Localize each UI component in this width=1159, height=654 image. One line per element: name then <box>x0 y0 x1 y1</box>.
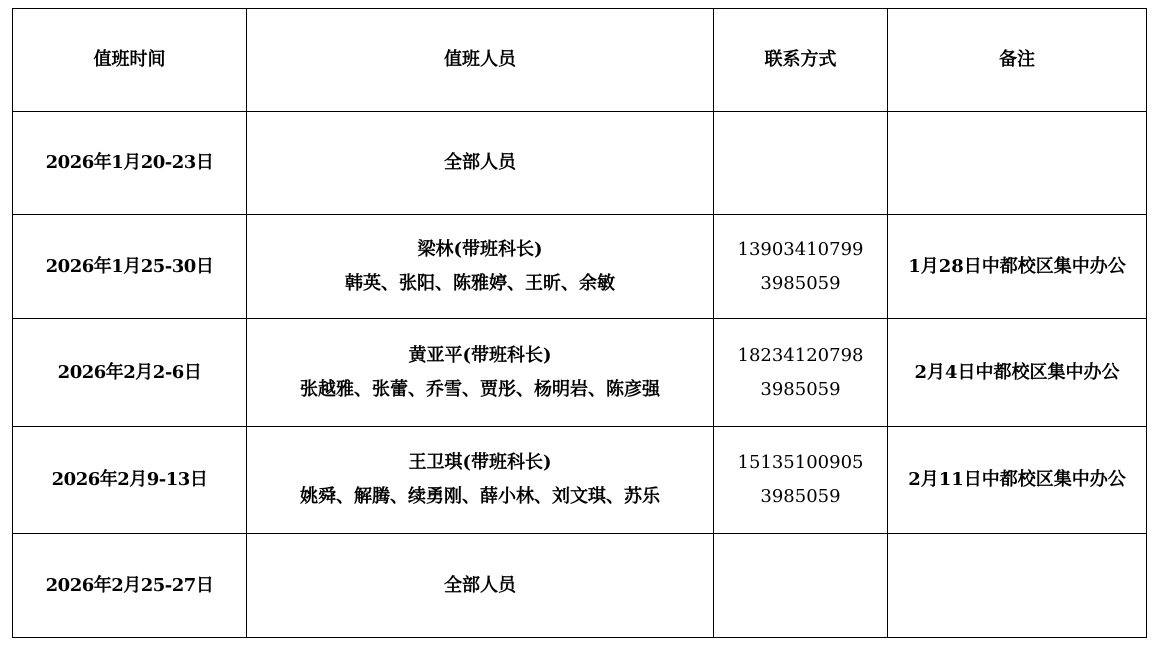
duty-staff-cell <box>247 319 714 427</box>
contact-cell <box>714 319 888 427</box>
duty-schedule-table <box>12 8 1147 638</box>
duty-date-cell: 2026年2月2-6日 <box>13 319 247 427</box>
mobile-number: 15135100905 <box>737 452 864 473</box>
contact-cell <box>714 112 888 215</box>
header-duty-time: 值班时间 <box>13 9 247 112</box>
staff-members: 韩英、张阳、陈雅婷、王昕、余敏 <box>345 272 615 294</box>
remarks-cell <box>888 112 1147 215</box>
contact-cell <box>714 215 888 319</box>
table-header-row <box>13 9 1147 112</box>
remarks-cell: 2月11日中都校区集中办公 <box>888 427 1147 534</box>
header-remarks: 备注 <box>888 9 1147 112</box>
duty-staff-cell <box>247 112 714 215</box>
header-duty-staff: 值班人员 <box>247 9 714 112</box>
remarks-cell: 1月28日中都校区集中办公 <box>888 215 1147 319</box>
duty-date-cell: 2026年1月20-23日 <box>13 112 247 215</box>
table-row <box>13 112 1147 215</box>
header-contact: 联系方式 <box>714 9 888 112</box>
staff-leader: 王卫琪(带班科长) <box>408 452 552 473</box>
staff-members: 姚舜、解腾、续勇刚、薛小林、刘文琪、苏乐 <box>300 486 660 507</box>
table-row <box>13 534 1147 638</box>
remarks-cell: 2月4日中都校区集中办公 <box>888 319 1147 427</box>
table-row <box>13 319 1147 427</box>
contact-cell <box>714 427 888 534</box>
table-row <box>13 215 1147 319</box>
staff-leader: 黄亚平(带班科长) <box>408 344 552 366</box>
office-number: 3985059 <box>760 486 841 507</box>
mobile-number: 18234120798 <box>737 344 864 366</box>
mobile-number: 13903410799 <box>737 238 864 260</box>
staff-leader: 梁林(带班科长) <box>417 238 543 260</box>
office-number: 3985059 <box>760 378 841 400</box>
staff-leader: 全部人员 <box>444 152 516 173</box>
staff-leader: 全部人员 <box>444 574 516 596</box>
duty-staff-cell <box>247 427 714 534</box>
duty-date-cell: 2026年2月25-27日 <box>13 534 247 638</box>
office-number: 3985059 <box>760 272 841 294</box>
duty-date-cell: 2026年1月25-30日 <box>13 215 247 319</box>
staff-members: 张越雅、张蕾、乔雪、贾彤、杨明岩、陈彦强 <box>300 378 660 400</box>
remarks-cell <box>888 534 1147 638</box>
duty-date-cell: 2026年2月9-13日 <box>13 427 247 534</box>
table-row <box>13 427 1147 534</box>
contact-cell <box>714 534 888 638</box>
duty-staff-cell <box>247 534 714 638</box>
duty-staff-cell <box>247 215 714 319</box>
